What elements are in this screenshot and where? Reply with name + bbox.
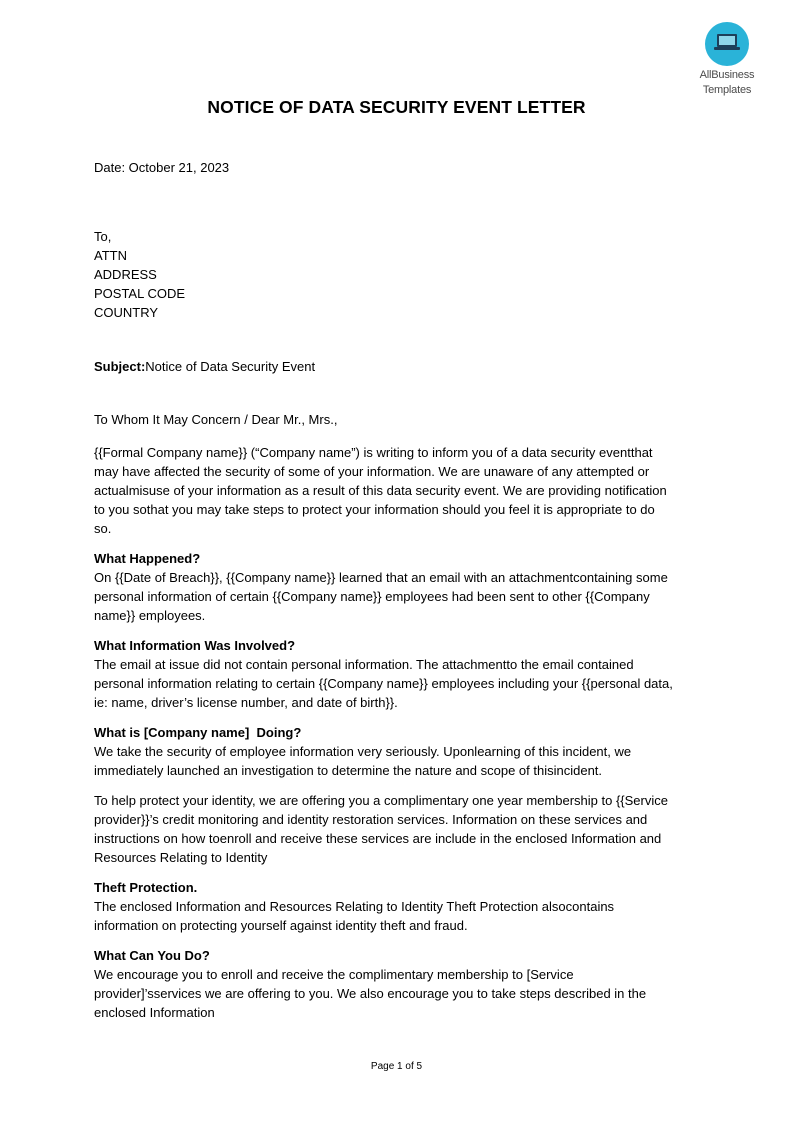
section-heading: Theft Protection.: [94, 880, 198, 895]
paragraph-line: actualmisuse of your information as a result of this data security event. We are providing notification: [94, 483, 667, 498]
paragraph-line: We encourage you to enroll and receive the complimentary membership to [Service: [94, 967, 574, 982]
address-block: [94, 227, 704, 322]
subject-label: Subject:: [94, 359, 146, 374]
address-line: COUNTRY: [94, 305, 159, 320]
section-company-doing: [94, 723, 704, 780]
salutation: To Whom It May Concern / Dear Mr., Mrs.,: [94, 412, 338, 427]
paragraph-line: enclosed Information: [94, 1005, 215, 1020]
letter-body: [94, 158, 704, 1022]
intro-paragraph: [94, 443, 704, 538]
subject-line: [94, 357, 704, 376]
paragraph-line: On {{Date of Breach}}, {{Company name}} learned that an email with an attachmentcontaining some: [94, 570, 668, 585]
paragraph-line: The email at issue did not contain personal information. The attachmentto the email contained: [94, 657, 634, 672]
paragraph-line: information on protecting yourself against identity theft and fraud.: [94, 918, 468, 933]
paragraph-line: We take the security of employee information very seriously. Uponlearning of this incident, we: [94, 744, 632, 759]
address-line: POSTAL CODE: [94, 286, 186, 301]
section-identity-protection: [94, 791, 704, 867]
paragraph-line: Resources Relating to Identity: [94, 850, 268, 865]
address-line: ATTN: [94, 248, 127, 263]
page-number: Page 1 of 5: [370, 1061, 423, 1072]
paragraph-line: {{Formal Company name}} (“Company name”) is writing to inform you of a data security eventthat: [94, 445, 653, 460]
paragraph-line: To help protect your identity, we are offering you a complimentary one year membership to {{Service: [94, 793, 668, 808]
paragraph-line: may have affected the security of some of your information. We are unaware of any attempted or: [94, 464, 650, 479]
paragraph-line: The enclosed Information and Resources Relating to Identity Theft Protection alsocontains: [94, 899, 615, 914]
section-heading: What Can You Do?: [94, 948, 210, 963]
subject-text: Notice of Data Security Event: [145, 359, 316, 374]
paragraph-line: so.: [94, 521, 112, 536]
section-what-can-you-do: [94, 946, 704, 1022]
paragraph-line: personal information of certain {{Company name}} employees had been sent to other {{Company: [94, 589, 650, 604]
section-heading: What is [Company name] Doing?: [94, 725, 302, 740]
paragraph-line: immediately launched an investigation to determine the nature and scope of thisincident.: [94, 763, 603, 778]
paragraph-line: ie: name, driver’s license number, and date of birth}}.: [94, 695, 398, 710]
date-line: Date: October 21, 2023: [94, 160, 230, 175]
paragraph-line: provider]’sservices we are offering to you. We also encourage you to take steps described in the: [94, 986, 647, 1001]
paragraph-line: name}} employees.: [94, 608, 206, 623]
section-heading: What Information Was Involved?: [94, 638, 296, 653]
paragraph-line: to you sothat you may take steps to protect your information should you feel it is appropriate to do: [94, 502, 655, 517]
paragraph-line: provider}}’s credit monitoring and identity restoration services. Information on these services and: [94, 812, 648, 827]
laptop-icon: [705, 22, 749, 66]
section-heading: What Happened?: [94, 551, 201, 566]
section-what-happened: [94, 549, 704, 625]
address-line: To,: [94, 229, 112, 244]
section-information-involved: [94, 636, 704, 712]
logo-text-line2: Templates: [702, 84, 752, 96]
paragraph-line: personal information relating to certain {{Company name}} employees including your {{personal data,: [94, 676, 673, 691]
brand-logo: [693, 22, 761, 96]
section-theft-protection: [94, 878, 704, 935]
document-title: NOTICE OF DATA SECURITY EVENT LETTER: [207, 97, 586, 117]
paragraph-line: instructions on how toenroll and receive these services are include in the enclosed Information and: [94, 831, 662, 846]
address-line: ADDRESS: [94, 267, 157, 282]
logo-text-line1: AllBusiness: [699, 69, 755, 81]
